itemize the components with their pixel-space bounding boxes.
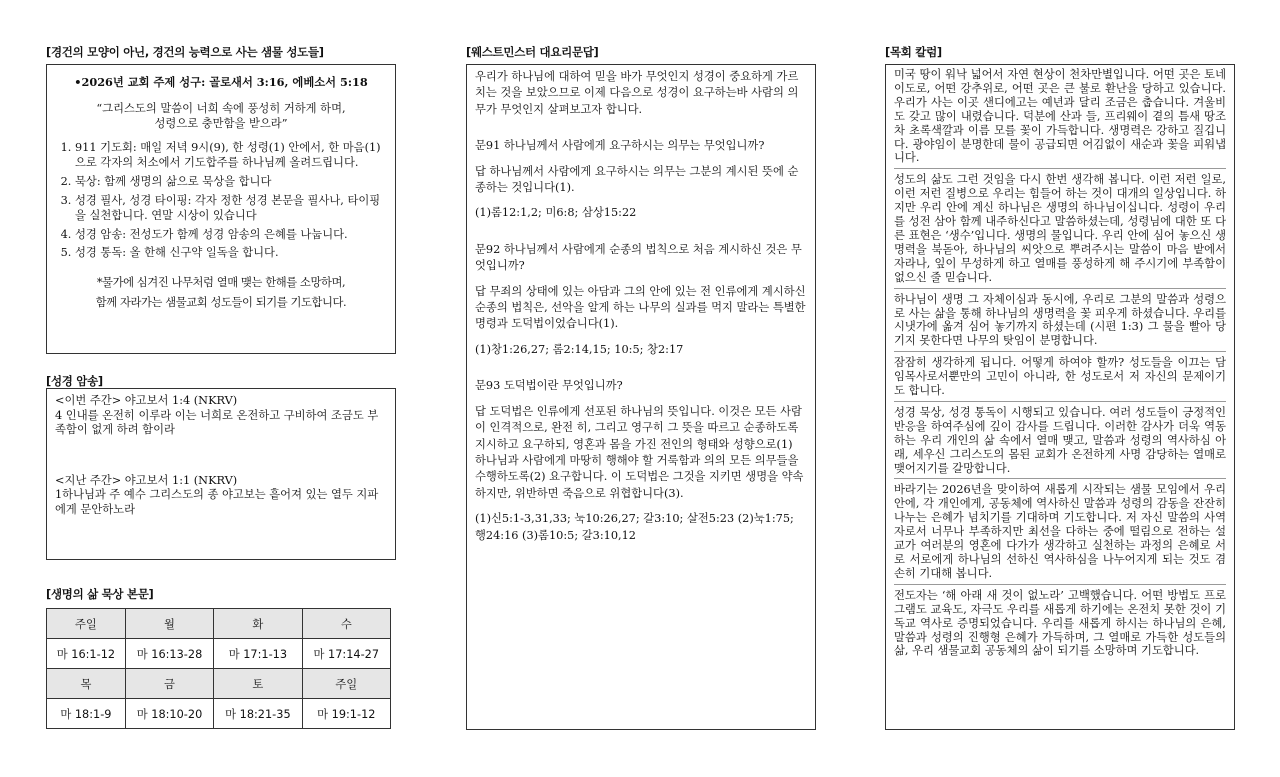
section-title-devotional: [생명의 삶 묵상 본문] bbox=[46, 587, 154, 601]
catechism-question-92: 문92 하나님께서 사람에게 순종의 법칙으로 처음 계시하신 것은 무엇입니까? bbox=[475, 242, 802, 273]
catechism-refs-93: (1)신5:1-3,31,33; 눅10:26,27; 갈3:10; 살전5:23 (2)눅1:75; 행24:16 (3)롬10:5; 갈3:10,12 bbox=[475, 512, 794, 542]
catechism-box bbox=[466, 64, 816, 730]
plan-ref: 마 19:1-12 bbox=[302, 699, 390, 729]
plan-day: 화 bbox=[214, 609, 302, 639]
plan-day: 목 bbox=[47, 669, 126, 699]
closing-line1: *물가에 심겨진 나무처럼 열매 맺는 한해를 소망하며, bbox=[96, 275, 346, 289]
catechism-refs-92: (1)창1:26,27; 롬2:14,15; 10:5; 창2:17 bbox=[475, 342, 684, 356]
ministry-item: 4. 성경 암송: 전성도가 함께 성경 암송의 은혜를 나눕니다. bbox=[75, 227, 385, 243]
devotional-plan-table bbox=[46, 608, 391, 729]
catechism-refs-91: (1)롬12:1,2; 미6:8; 삼상15:22 bbox=[475, 206, 637, 220]
plan-day-row bbox=[47, 609, 391, 639]
catechism-question-93: 문93 도덕법이란 무엇입니까? bbox=[475, 379, 623, 393]
plan-ref: 마 18:21-35 bbox=[214, 699, 302, 729]
plan-day: 주일 bbox=[47, 609, 126, 639]
scripture-memory-box bbox=[46, 388, 396, 560]
section-title-catechism: [웨스트민스터 대요리문답] bbox=[466, 45, 599, 59]
memory-last-week-heading: <지난 주간> 야고보서 1:1 (NKRV) bbox=[55, 473, 238, 487]
closing-line2: 함께 자라가는 샘물교회 성도들이 되기를 기도합니다. bbox=[95, 295, 347, 309]
plan-day-row bbox=[47, 669, 391, 699]
plan-day: 월 bbox=[125, 609, 213, 639]
catechism-answer-91: 답 하나님께서 사람에게 요구하시는 의무는 그분의 계시된 뜻에 순종하는 것입니다(1). bbox=[475, 164, 799, 195]
plan-day: 토 bbox=[214, 669, 302, 699]
plan-ref: 마 16:1-12 bbox=[47, 639, 126, 669]
theme-verse: •2026년 교회 주제 성구: 골로새서 3:16, 에베소서 5:18 bbox=[74, 75, 368, 89]
column-paragraph: 잠잠히 생각하게 됩니다. 어떻게 하여야 할까? 성도들을 이끄는 담임목사로서뿐만의 고민이 아니라, 한 성도로서 저 자신의 문제이기도 합니다. bbox=[894, 356, 1226, 402]
ministry-item: 2. 묵상: 함께 생명의 삶으로 묵상을 합니다 bbox=[75, 174, 385, 190]
column-paragraph: 바라기는 2026년을 맞이하여 새롭게 시작되는 샘물 모임에서 우리 안에, 각 개인에게, 공동체에 역사하신 말씀과 성령의 감동을 잔잔히 나누는 은혜가 넘치기를 기대하며 기도합니다. 저 자신 말씀의 사역자로서 너무나 부족하지만 최선을 다하는 중에 떨림으로 전하는 설교가 여러분의 영혼에 다가가 생각하고 실천하는 과정의 은혜로 서로 서로에게 하나님의 선하신 역사하심을 나누어지게 되는 것도 겸손히 기대해 봅니다. bbox=[894, 483, 1226, 584]
memory-last-week-text: 1하나님과 주 예수 그리스도의 종 야고보는 흩어져 있는 열두 지파에게 문안하노라 bbox=[55, 488, 379, 516]
plan-ref: 마 17:1-13 bbox=[214, 639, 302, 669]
church-theme-box bbox=[46, 64, 396, 354]
catechism-answer-92: 답 무죄의 상태에 있는 아담과 그의 안에 있는 전 인류에게 계시하신 순종의 법칙은, 선악을 알게 하는 나무의 실과를 먹지 말라는 특별한 명령과 도덕법이었습니다(1). bbox=[475, 284, 806, 331]
catechism-answer-93: 답 도덕법은 인류에게 선포된 하나님의 뜻입니다. 이것은 모든 사람이 인격적으로, 완전 히, 그리고 영구히 그 뜻을 따르고 순종하도록 지시하고 요구하되, 영혼과 몸을 가진 전인의 형태와 성향으로(1) 하나님과 사람에게 마땅히 행해야 할 거룩함과 의의 모든 의무들을 수행하도록(2) 요구합니다. 이 도덕법은 그것을 지키면 생명을 약속하지만, 위반하면 죽음으로 위협합니다(3). bbox=[475, 404, 804, 500]
plan-ref: 마 18:1-9 bbox=[47, 699, 126, 729]
section-title-column: [목회 칼럼] bbox=[885, 45, 942, 59]
plan-ref-row bbox=[47, 699, 391, 729]
column-paragraph: 미국 땅이 워낙 넓어서 자연 현상이 천차만별입니다. 어떤 곳은 토네이도로, 어떤 강추위로, 어떤 곳은 큰 불로 환난을 당하고 있습니다. 우리가 사는 이곳 샌디에고는 예년과 달리 조금은 춥습니다. 겨울비도 갖고 많이 내렸습니다. 덕분에 산과 들, 프리웨이 곁의 틈새 땅조차 초록색깔과 이름 모를 꽃이 가득합니다. 생명력은 강하고 질깁니다. 광야임이 분명한데 물이 공급되면 어김없이 새순과 꽃을 피워냅니다. bbox=[894, 68, 1226, 169]
catechism-question-91: 문91 하나님께서 사람에게 요구하시는 의무는 무엇입니까? bbox=[475, 139, 765, 153]
plan-day: 수 bbox=[302, 609, 390, 639]
section-title-memory: [성경 암송] bbox=[46, 374, 103, 388]
catechism-intro: 우리가 하나님에 대하여 믿을 바가 무엇인지 성경이 중요하게 가르치는 것을 보았으므로 이제 다음으로 성경이 요구하는바 사람의 의무가 무엇인지 살펴보고자 합니다. bbox=[475, 70, 799, 116]
column-paragraph: 하나님이 생명 그 자체이심과 동시에, 우리로 그분의 말씀과 성령으로 사는 삶을 통해 하나님의 생명력을 꽃 피우게 하셨습니다. 우리를 시냇가에 옮겨 심어 놓기까지 하셨는데 (시편 1:3) 그 물을 빨아 당기지 못한다면 나무의 탓임이 분명합니다. bbox=[894, 293, 1226, 353]
ministry-item: 1. 911 기도회: 매일 저녁 9시(9), 한 성령(1) 안에서, 한 마음(1)으로 각자의 처소에서 기도합주를 하나님께 올려드립니다. bbox=[75, 140, 385, 171]
pastoral-column-box bbox=[885, 64, 1235, 730]
ministry-list bbox=[57, 140, 385, 261]
plan-ref: 마 17:14-27 bbox=[302, 639, 390, 669]
theme-quote-line2: 성령으로 충만함을 받으라” bbox=[154, 117, 288, 131]
memory-this-week-heading: <이번 주간> 야고보서 1:4 (NKRV) bbox=[55, 394, 238, 407]
column-paragraph: 성경 묵상, 성경 통독이 시행되고 있습니다. 여러 성도들이 긍정적인 반응을 하여주심에 깊이 감사를 드립니다. 이러한 감사가 더욱 역동하는 우리 개인의 삶 속에서 열매 맺고, 말씀과 성령의 역사하심 아래, 세우신 그리스도의 몸된 교회가 온전하게 사명 감당하는 열매로 맺어지기를 갈망합니다. bbox=[894, 406, 1226, 480]
theme-quote-line1: “그리스도의 말씀이 너희 속에 풍성히 거하게 하며, bbox=[96, 101, 346, 115]
plan-day: 금 bbox=[125, 669, 213, 699]
column-paragraph: 전도자는 ‘해 아래 새 것이 없노라’ 고백했습니다. 어떤 방법도 프로그램도 교육도, 자극도 우리를 새롭게 하기에는 온전치 못한 것이 기독교 역사로 증명되었습니다. 우리를 새롭게 하시는 하나님의 은혜, 말씀과 성령의 진행형 은혜가 가득하며, 그 열매로 가득한 성도들의 삶, 우리 샘물교회 공동체의 삶이 되기를 소망하며 기도합니다. bbox=[894, 588, 1226, 658]
plan-ref: 마 16:13-28 bbox=[125, 639, 213, 669]
memory-this-week-text: 4 인내를 온전히 이루라 이는 너희로 온전하고 구비하여 조금도 부족함이 없게 하려 함이라 bbox=[55, 408, 379, 437]
ministry-item: 5. 성경 통독: 올 한해 신구약 일독을 합니다. bbox=[75, 245, 385, 261]
plan-ref-row bbox=[47, 639, 391, 669]
ministry-item: 3. 성경 필사, 성경 타이핑: 각자 정한 성경 본문을 필사나, 타이핑을 실천합니다. 연말 시상이 있습니다 bbox=[75, 193, 385, 224]
plan-day: 주일 bbox=[302, 669, 390, 699]
section-title-theme: [경건의 모양이 아닌, 경건의 능력으로 사는 샘물 성도들] bbox=[46, 45, 324, 59]
column-paragraph: 성도의 삶도 그런 것임을 다시 한번 생각해 봅니다. 이런 저런 일로, 이런 저런 질병으로 우리는 힘들어 하는 것이 대개의 일상입니다. 하지만 우리 안에 계신 하나님은 생명의 하나님이십니다. 성령이 우리를 성전 삼아 함께 내주하신다고 말씀하셨는데, 성령님에 대한 또 다른 표현은 ‘생수’입니다. 생명의 물입니다. 우리 안에 심어 놓으신 생명력을 북돋아, 하나님의 씨앗으로 뿌려주시는 말씀이 마음 밭에서 자라나, 잎이 무성하게 하고 열매를 풍성하게 해 주시기에 부족함이 없으신 줄 믿습니다. bbox=[894, 173, 1226, 288]
plan-ref: 마 18:10-20 bbox=[125, 699, 213, 729]
